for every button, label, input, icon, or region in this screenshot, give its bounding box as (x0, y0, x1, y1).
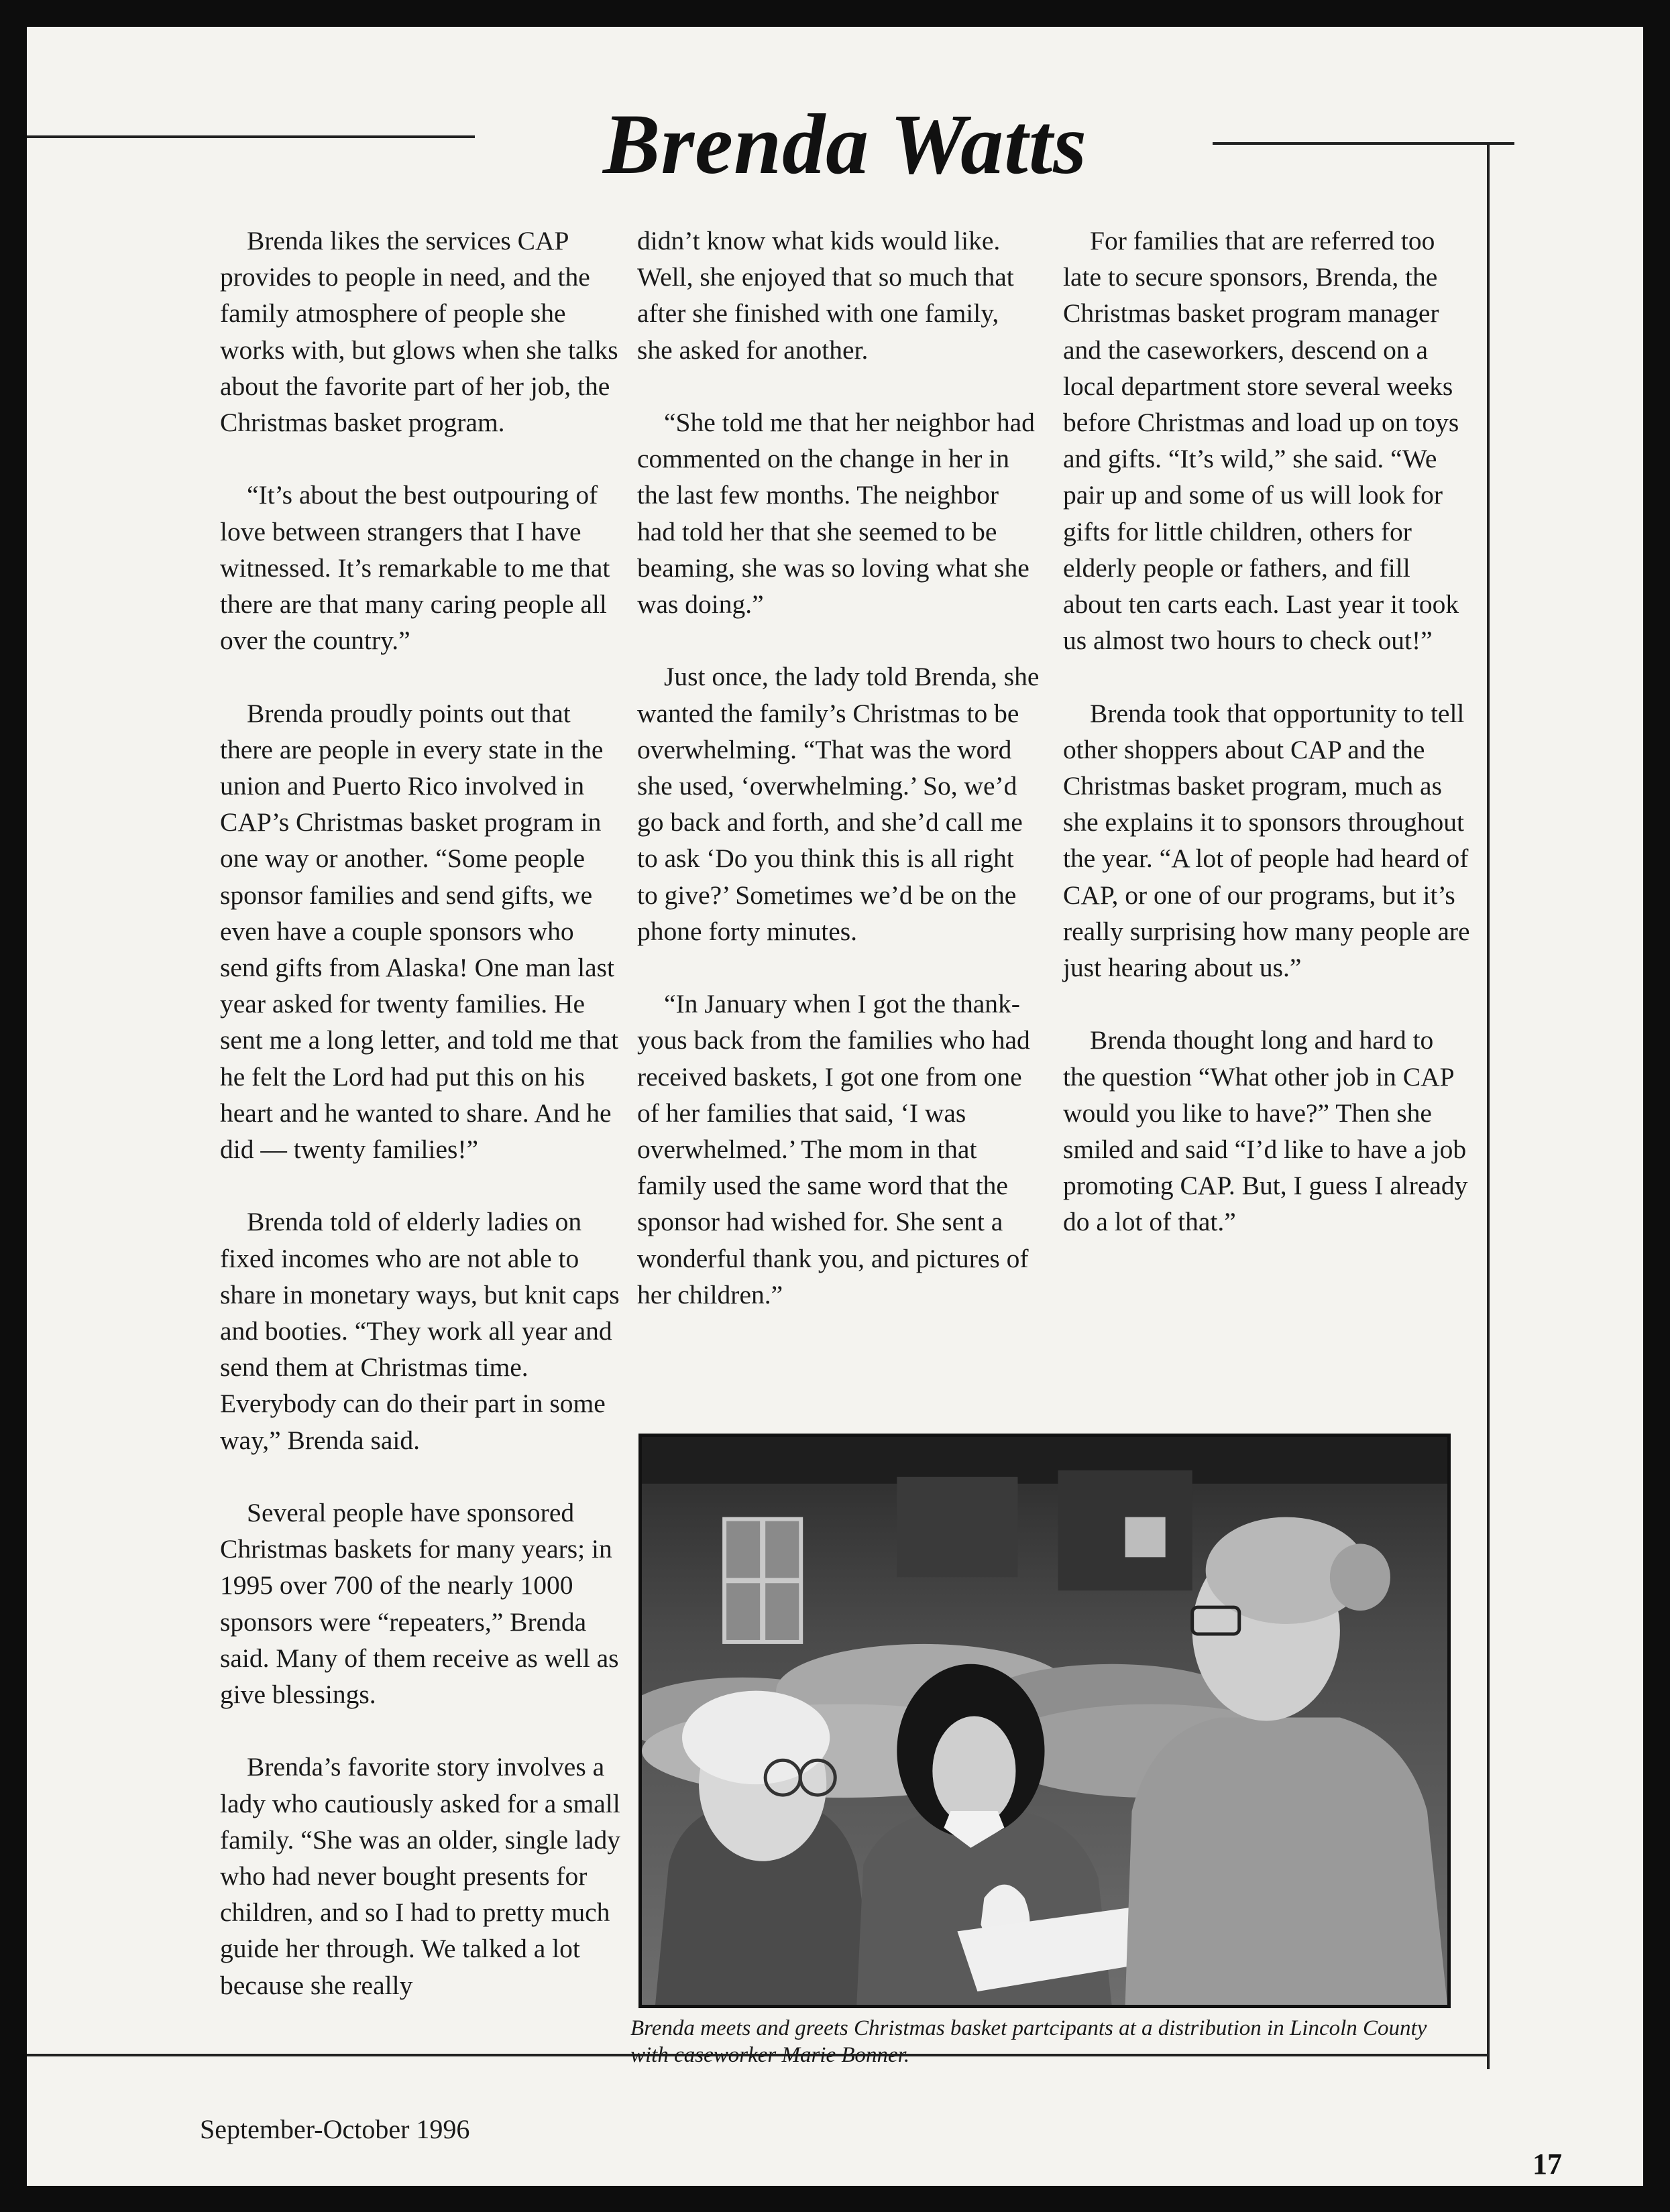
article-photo (638, 1434, 1451, 2008)
paragraph: For families that are referred too late to secure sponsors, Brenda, the Christmas basket program manager and the caseworkers, descend on a local department store several weeks before Christmas and load up on toys and gifts. “It’s wild,” she said. “We pair up and some of us will look for gifts for little children, others for elderly people or fathers, and fill about ten carts each. Last year it took us almost two hours to check out!” (1063, 226, 1459, 656)
issue-date: September-October 1996 (200, 2114, 470, 2144)
paragraph: Brenda proudly points out that there are people in every state in the union and Puerto Rico involved in CAP’s Christmas basket program in one way or another. “Some people sponsor families and send gifts, we even have a couple sponsors who send gifts from Alaska! One man last year asked for twenty families. He sent me a long letter, and told me that he felt the Lord had put this on his heart and he wanted to share. And he did — twenty families!” (220, 698, 619, 1165)
paragraph: Brenda thought long and hard to the question “What other job in CAP would you like to have?” Then she smiled and said “I’d like to have a job promoting CAP. But, I guess I already do a lot of that.” (1063, 1025, 1468, 1237)
frame-rule-right (1487, 142, 1490, 2069)
paragraph-continued: didn’t know what kids would like. Well, she enjoyed that so much that after she finished with one family, she asked for another. (637, 226, 1014, 365)
text-column-1 (220, 223, 622, 2003)
paragraph: Brenda took that opportunity to tell other shoppers about CAP and the Christmas basket program, much as she explains it to sponsors throughout the year. “A lot of people had heard of CAP, or one of our programs, but it’s really surprising how many people are just hearing about us.” (1063, 698, 1470, 983)
magazine-page (27, 27, 1643, 2186)
paragraph: Brenda’s favorite story involves a lady who cautiously asked for a small family. “She was an older, single lady who had never bought presents for children, and so I had to pretty much guide her through. We talked a lot because she really (220, 1752, 620, 2000)
paragraph: Brenda likes the services CAP provides to people in need, and the family atmosphere of people she works with, but glows when she talks about the favorite part of her job, the Christmas basket program. (220, 226, 618, 438)
paragraph: Just once, the lady told Brenda, she wanted the family’s Christmas to be overwhelming. “That was the word she used, ‘overwhelming.’ So, we’d go back and forth, and she’d call me to ask ‘Do you think this is all right to give?’ Sometimes we’d be on the phone forty minutes. (637, 662, 1040, 946)
page-number: 17 (1533, 2148, 1562, 2180)
paragraph: “She told me that her neighbor had commented on the change in her in the last few months. The neighbor had told her that she seemed to be beaming, she was so loving what she was doing.” (637, 408, 1035, 620)
photo-caption: Brenda meets and greets Christmas basket partcipants at a distribution in Lincoln County with caseworker Marie Bonner. (630, 2016, 1427, 2067)
paragraph: “It’s about the best outpouring of love between strangers that I have witnessed. It’s remarkable to me that there are that many caring people all over the country.” (220, 480, 610, 656)
paragraph: Brenda told of elderly ladies on fixed incomes who are not able to share in monetary ways, but knit caps and booties. “They work all year and send them at Christmas time. Everybody can do their part in some way,” Brenda said. (220, 1207, 620, 1455)
photo-illustration (642, 1437, 1447, 2005)
paragraph: “In January when I got the thank- yous back from the families who had received baskets, I got one from one of her families that said, ‘I was overwhelmed.’ The mom in that family used the same word that the sponsor had wished for. She sent a wonderful thank you, and pictures of her children.” (637, 989, 1030, 1309)
text-column-2 (637, 223, 1040, 1313)
title-rule-right (1213, 142, 1514, 145)
title-rule-left (27, 135, 475, 138)
paragraph: Several people have sponsored Christmas baskets for many years; in 1995 over 700 of the nearly 1000 sponsors were “repeaters,” Brenda said. Many of them receive as well as give blessings. (220, 1498, 619, 1710)
article-title: Brenda Watts (602, 97, 1088, 192)
text-column-3 (1063, 223, 1472, 1240)
